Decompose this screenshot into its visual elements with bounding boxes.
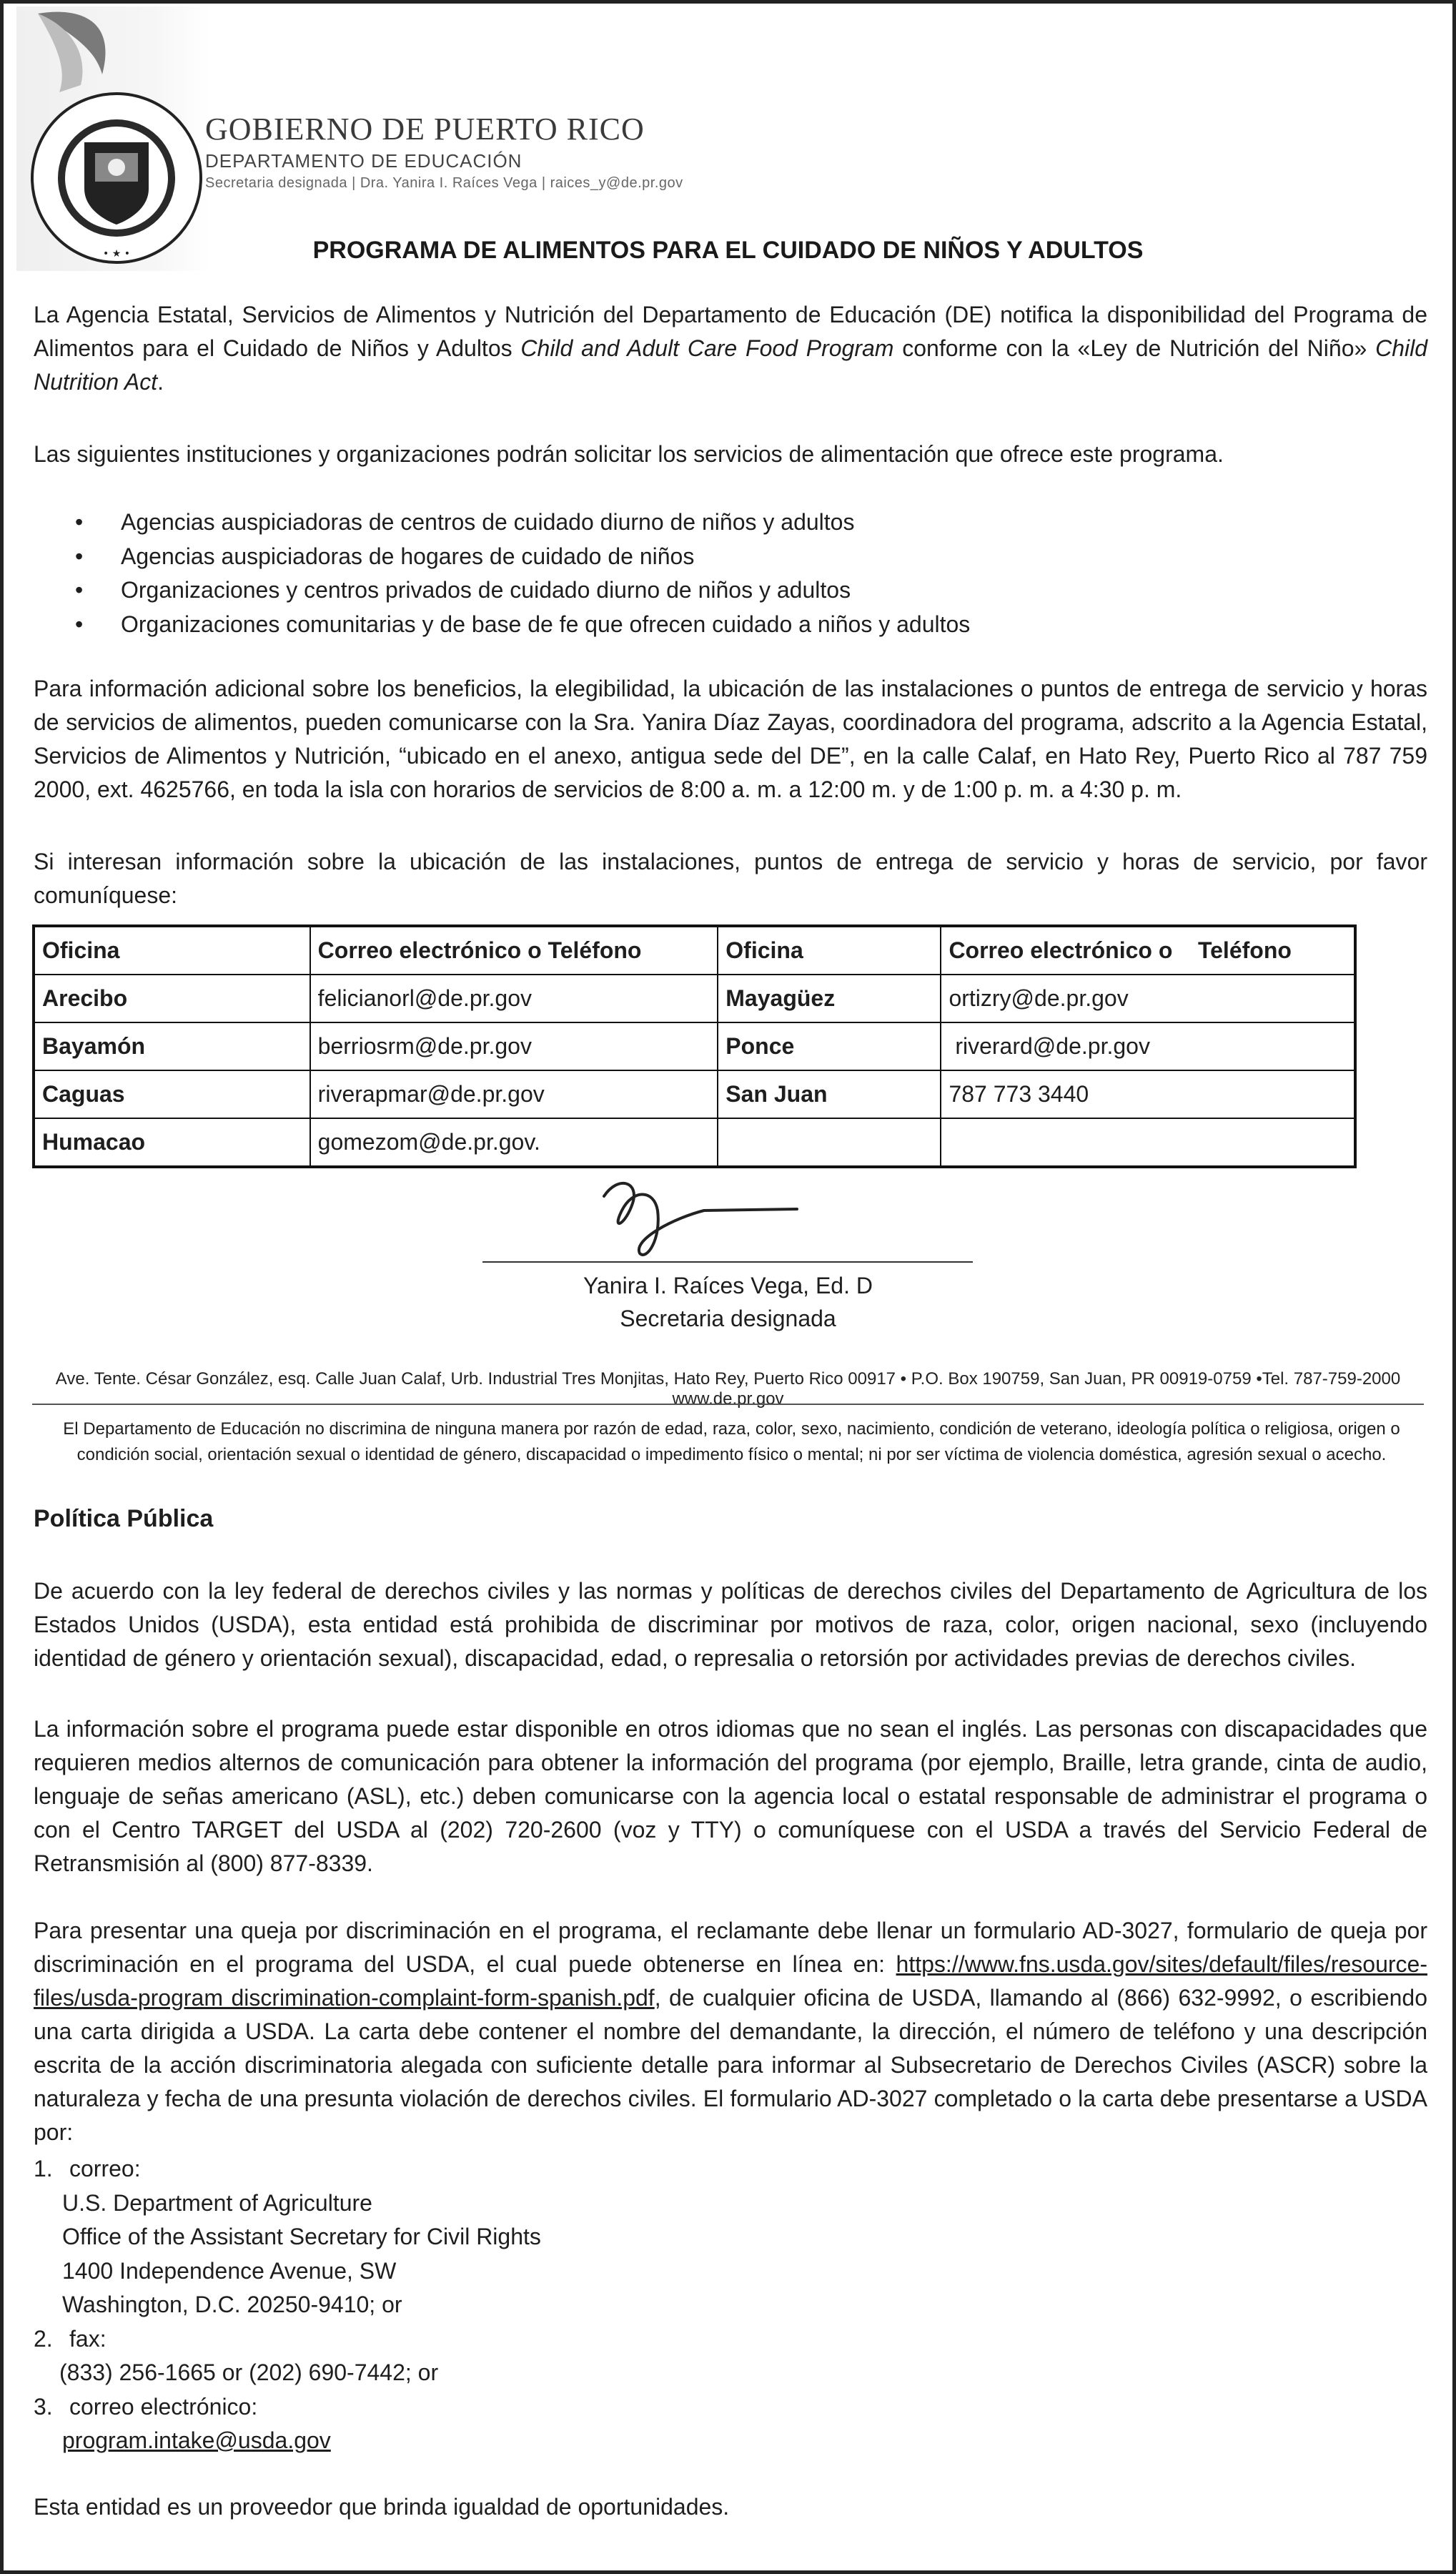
department-name: DEPARTAMENTO DE EDUCACIÓN [205,150,523,172]
list-number: 1. [34,2156,53,2181]
office-name: Bayamón [34,1022,310,1070]
complaint-text-a: Para presentar una queja por discriminación en el programa, el reclamante debe llenar un formulario AD-3027, formulario de queja por discriminación en el programa del USDA, el cual puede obtenerse en línea en: [34,1918,1427,1977]
table-row [34,1118,1355,1167]
office-contact: gomezom@de.pr.gov. [310,1118,718,1167]
list-item: • Organizaciones comunitarias y de base de fe que ofrecen cuidado a niños y adultos [75,608,970,642]
column-header: Correo electrónico o Teléfono [310,926,718,975]
page-title: PROGRAMA DE ALIMENTOS PARA EL CUIDADO DE NIÑOS Y ADULTOS [312,237,1144,264]
mail-address-line: Office of the Assistant Secretary for Civil Rights [62,2224,541,2249]
office-name: Ponce [718,1022,941,1070]
list-item [34,2390,541,2425]
eligible-institutions-paragraph: Las siguientes instituciones y organizaciones podrán solicitar los servicios de alimentación que ofrece este programa. [34,441,1224,467]
table-row [34,1022,1355,1070]
handwritten-signature [590,1168,804,1268]
complaint-form-link[interactable]: https://www.fns.usda.gov/sites/default/files/resource-files/usda-program discrimination-complaint-form-spanish.pdf [34,1951,1427,2011]
office-contact: felicianorl@de.pr.gov [310,975,718,1022]
list-item [34,2322,541,2357]
office-contact: riverard@de.pr.gov [941,1022,1355,1070]
signatory-role: Secretaria designada [620,1306,836,1331]
list-number: 2. [34,2325,53,2352]
mail-address-line: 1400 Independence Avenue, SW [62,2257,397,2284]
list-number: 3. [34,2393,53,2420]
submission-methods-list [34,2152,541,2458]
usda-email-link[interactable]: program.intake@usda.gov [62,2427,331,2453]
department-address: Ave. Tente. César González, esq. Calle Juan Calaf, Urb. Industrial Tres Monjitas, Hato Rey, Puerto Rico 00917 • P.O. Box 190759, San Juan, PR 00919-0759 •Tel. 787-759-2000 www.de.pr.gov [55,1369,1401,1409]
svg-text:• ★ •: • ★ • [103,248,130,260]
divider [32,1404,1424,1405]
fax-numbers: (833) 256-1665 or (202) 690-7442; or [59,2360,439,2385]
intro-paragraph [34,298,1427,399]
table-row [34,975,1355,1022]
contact-info-paragraph: Para información adicional sobre los beneficios, la elegibilidad, la ubicación de las instalaciones o puntos de entrega de servicio y horas de servicios de alimentos, pueden comunicarse con la Sra. Yanira Díaz Zayas, coordinadora del programa, adscrito a la Agencia Estatal, Servicios de Alimentos y Nutrición, “ubicado en el anexo, antigua sede del DE”, en la calle Calaf, en Hato Rey, Puerto Rico al 787 759 2000, ext. 4625766, en toda la isla con horarios de servicios de 8:00 a. m. a 12:00 m. y de 1:00 p. m. a 4:30 p. m. [34,676,1427,802]
secretary-line: Secretaria designada | Dra. Yanira I. Raíces Vega | raices_y@de.pr.gov [205,175,683,191]
policy-paragraph-3 [34,1914,1427,2149]
column-header: Oficina [718,926,941,975]
office-name: Caguas [34,1070,310,1118]
office-contact: ortizry@de.pr.gov [941,975,1355,1022]
signatory-name: Yanira I. Raíces Vega, Ed. D [583,1273,873,1298]
table-row [34,1070,1355,1118]
mail-address-line: U.S. Department of Agriculture [62,2189,372,2216]
contact-intro-paragraph: Si interesan información sobre la ubicación de las instalaciones, puntos de entrega de servicio y horas de servicio, por favor comuníquese: [34,849,1427,908]
office-contact: berriosrm@de.pr.gov [310,1022,718,1070]
list-item: • Agencias auspiciadoras de centros de cuidado diurno de niños y adultos [75,506,970,540]
office-name: Mayagüez [718,975,941,1022]
intro-text-e: . [157,369,164,395]
office-name: Humacao [34,1118,310,1167]
puerto-rico-seal-logo [16,6,211,271]
mail-label: correo: [69,2156,141,2181]
list-item [34,2152,541,2186]
list-item: • Agencias auspiciadoras de hogares de cuidado de niños [75,540,970,574]
mail-address-line: Washington, D.C. 20250-9410; or [62,2292,402,2317]
fax-label: fax: [69,2325,107,2352]
complaint-text-b: , de cualquier oficina de USDA, llamando al (866) 632-9992, o escribiendo una carta dirigida a USDA. La carta debe contener el nombre del demandante, la dirección, el número de teléfono y una descripción escrita de la acción discriminatoria alegada con suficiente detalle para informar al Subsecretario de Derechos Civiles (ASCR) sobre la naturaleza y fecha de una presunta violación de derechos civiles. El formulario AD-3027 completado o la carta debe presentarse a USDA por: [34,1985,1428,2145]
program-name-english: Child and Adult Care Food Program [520,335,894,361]
policy-paragraph-2: La información sobre el programa puede estar disponible en otros idiomas que no sean el inglés. Las personas con discapacidades que requieren medios alternos de comunicación para obtener la información del programa (por ejemplo, Braille, letra grande, cinta de audio, lenguaje de señas americano (ASL), etc.) deben comunicarse con la agencia local o estatal responsable de administrar el programa o con el Centro TARGET del USDA al (202) 720-2600 (voz y TTY) o comuníquese con el USDA a través del Servicio Federal de Retransmisión al (800) 877-8339. [34,1716,1427,1876]
offices-table [32,924,1357,1168]
office-contact: riverapmar@de.pr.gov [310,1070,718,1118]
letterhead [205,111,683,192]
office-name: Arecibo [34,975,310,1022]
seal-graphic [16,6,211,271]
policy-section-title: Política Pública [34,1505,214,1532]
intro-text-a: La Agencia Estatal, Servicios de Alimentos y Nutrición del Departamento de Educación (DE) notifica la disponibilidad del Programa de Alimentos para el Cuidado de Niños y Adultos [34,302,1427,361]
email-label: correo electrónico: [69,2393,258,2420]
office-name: San Juan [718,1070,941,1118]
non-discrimination-notice: El Departamento de Educación no discrimina de ninguna manera por razón de edad, raza, color, sexo, nacimiento, condición de veterano, ideología política o religiosa, origen o condición social, orientación sexual o identidad de género, discapacidad o impedimento físico o mental; ni por ser víctima de violencia doméstica, agresión sexual o acecho. [63,1419,1400,1464]
policy-paragraph-1: De acuerdo con la ley federal de derechos civiles y las normas y políticas de derechos civiles del Departamento de Agricultura de los Estados Unidos (USDA), esta entidad está prohibida de discriminar por motivos de raza, color, origen nacional, sexo (incluyendo identidad de género y orientación sexual), discapacidad, edad, o represalia o retorsión por actividades previas de derechos civiles. [34,1578,1427,1671]
signature-line [482,1261,973,1263]
equal-opportunity-statement: Esta entidad es un proveedor que brinda igualdad de oportunidades. [34,2494,730,2520]
signatory [4,1269,1452,1335]
act-name-english: Child Nutrition Act [34,335,1427,395]
column-header: Correo electrónico o Teléfono [941,926,1355,975]
office-contact [941,1118,1355,1167]
office-name [718,1118,941,1167]
column-header: Oficina [34,926,310,975]
eligible-institutions-list [75,506,970,641]
list-item: • Organizaciones y centros privados de cuidado diurno de niños y adultos [75,573,970,608]
intro-text-c: conforme con la «Ley de Nutrición del Niño» [893,335,1376,361]
government-name: GOBIERNO DE PUERTO RICO [205,112,645,147]
table-header-row [34,926,1355,975]
office-contact: 787 773 3440 [941,1070,1355,1118]
